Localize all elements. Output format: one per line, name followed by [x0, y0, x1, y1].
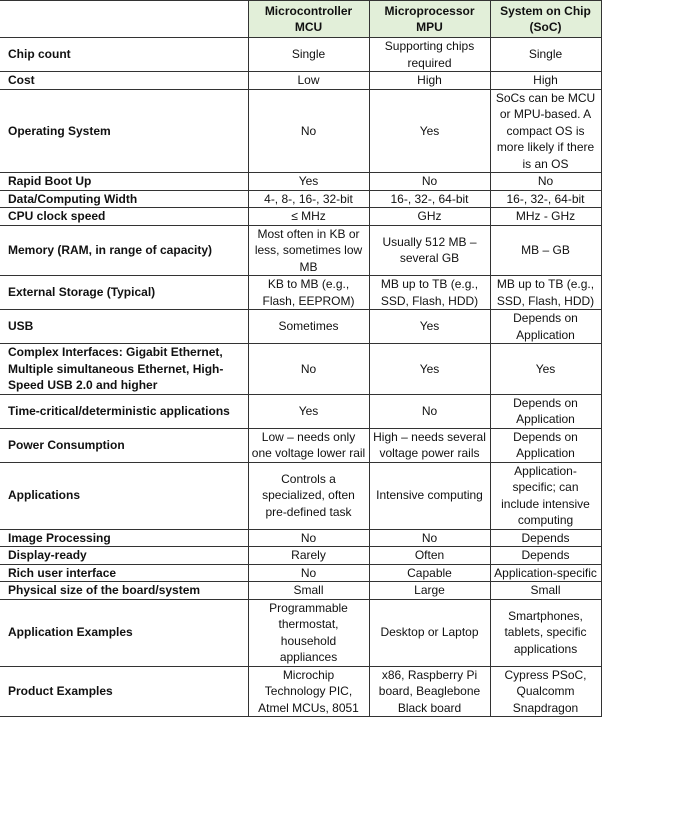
row-label: Chip count [0, 38, 248, 72]
cell-soc: Depends on Application [490, 394, 601, 428]
corner-cell [0, 1, 248, 38]
cell-mcu: Controls a specialized, often pre-defined task [248, 462, 369, 529]
column-header-soc: System on Chip (SoC) [490, 1, 601, 38]
cell-soc: SoCs can be MCU or MPU-based. A compact OS is more likely if there is an OS [490, 89, 601, 173]
cell-mcu: Sometimes [248, 310, 369, 344]
cell-soc: Depends on Application [490, 428, 601, 462]
table-row [0, 310, 601, 344]
cell-mpu: Supporting chips required [369, 38, 490, 72]
cell-mpu: GHz [369, 208, 490, 226]
cell-mcu: Low [248, 72, 369, 90]
cell-mpu: Often [369, 547, 490, 565]
cell-mpu: High – needs several voltage power rails [369, 428, 490, 462]
cell-mcu: 4-, 8-, 16-, 32-bit [248, 190, 369, 208]
row-label: External Storage (Typical) [0, 276, 248, 310]
cell-soc: Depends [490, 529, 601, 547]
table-row [0, 173, 601, 191]
cell-mpu: Yes [369, 89, 490, 173]
cell-soc: Application-specific [490, 564, 601, 582]
cell-mcu: Rarely [248, 547, 369, 565]
cell-mcu: No [248, 529, 369, 547]
table-row [0, 394, 601, 428]
cell-mcu: KB to MB (e.g., Flash, EEPROM) [248, 276, 369, 310]
cell-mpu: Desktop or Laptop [369, 599, 490, 666]
row-label: Complex Interfaces: Gigabit Ethernet, Multiple simultaneous Ethernet, High-Speed USB 2.0 and higher [0, 344, 248, 395]
row-label: USB [0, 310, 248, 344]
cell-mpu: MB up to TB (e.g., SSD, Flash, HDD) [369, 276, 490, 310]
column-header-mcu: Microcontroller MCU [248, 1, 369, 38]
cell-mcu: Programmable thermostat, household appliances [248, 599, 369, 666]
cell-soc: Depends on Application [490, 310, 601, 344]
cell-mcu: Yes [248, 173, 369, 191]
cell-soc: Cypress PSoC, Qualcomm Snapdragon [490, 666, 601, 717]
cell-soc: No [490, 173, 601, 191]
row-label: Power Consumption [0, 428, 248, 462]
cell-mcu: Small [248, 582, 369, 600]
table-row [0, 72, 601, 90]
table-row [0, 564, 601, 582]
cell-mcu: No [248, 564, 369, 582]
table-row [0, 190, 601, 208]
row-label: Image Processing [0, 529, 248, 547]
table-row [0, 89, 601, 173]
cell-soc: 16-, 32-, 64-bit [490, 190, 601, 208]
table-row [0, 462, 601, 529]
cell-mpu: Large [369, 582, 490, 600]
cell-mpu: No [369, 173, 490, 191]
cell-soc: Yes [490, 344, 601, 395]
row-label: Applications [0, 462, 248, 529]
cell-mcu: No [248, 344, 369, 395]
row-label: Time-critical/deterministic applications [0, 394, 248, 428]
cell-mcu: ≤ MHz [248, 208, 369, 226]
table-row [0, 529, 601, 547]
row-label: Application Examples [0, 599, 248, 666]
table-row [0, 547, 601, 565]
cell-mcu: Yes [248, 394, 369, 428]
cell-soc: MB – GB [490, 225, 601, 276]
cell-mpu: Yes [369, 344, 490, 395]
cell-mpu: No [369, 394, 490, 428]
row-label: Product Examples [0, 666, 248, 717]
table-row [0, 208, 601, 226]
cell-soc: High [490, 72, 601, 90]
row-label: CPU clock speed [0, 208, 248, 226]
column-header-mpu: Microprocessor MPU [369, 1, 490, 38]
row-label: Rapid Boot Up [0, 173, 248, 191]
row-label: Operating System [0, 89, 248, 173]
row-label: Memory (RAM, in range of capacity) [0, 225, 248, 276]
header-row [0, 1, 601, 38]
row-label: Physical size of the board/system [0, 582, 248, 600]
cell-soc: Smartphones, tablets, specific applications [490, 599, 601, 666]
cell-soc: MB up to TB (e.g., SSD, Flash, HDD) [490, 276, 601, 310]
cell-mpu: No [369, 529, 490, 547]
cell-soc: Application-specific; can include intensive computing [490, 462, 601, 529]
cell-mcu: Single [248, 38, 369, 72]
row-label: Data/Computing Width [0, 190, 248, 208]
cell-mpu: Yes [369, 310, 490, 344]
table-row [0, 276, 601, 310]
cell-soc: Depends [490, 547, 601, 565]
cell-mpu: Intensive computing [369, 462, 490, 529]
table-row [0, 38, 601, 72]
cell-soc: Small [490, 582, 601, 600]
cell-soc: MHz - GHz [490, 208, 601, 226]
cell-mcu: No [248, 89, 369, 173]
cell-mpu: 16-, 32-, 64-bit [369, 190, 490, 208]
table-row [0, 225, 601, 276]
row-label: Cost [0, 72, 248, 90]
table-row [0, 344, 601, 395]
cell-mpu: Usually 512 MB – several GB [369, 225, 490, 276]
table-row [0, 599, 601, 666]
table-row [0, 582, 601, 600]
table-row [0, 428, 601, 462]
cell-mcu: Low – needs only one voltage lower rail [248, 428, 369, 462]
row-label: Display-ready [0, 547, 248, 565]
cell-mcu: Microchip Technology PIC, Atmel MCUs, 8051 [248, 666, 369, 717]
table-row [0, 666, 601, 717]
cell-mpu: High [369, 72, 490, 90]
cell-soc: Single [490, 38, 601, 72]
cell-mpu: Capable [369, 564, 490, 582]
row-label: Rich user interface [0, 564, 248, 582]
cell-mcu: Most often in KB or less, sometimes low MB [248, 225, 369, 276]
cell-mpu: x86, Raspberry Pi board, Beaglebone Black board [369, 666, 490, 717]
